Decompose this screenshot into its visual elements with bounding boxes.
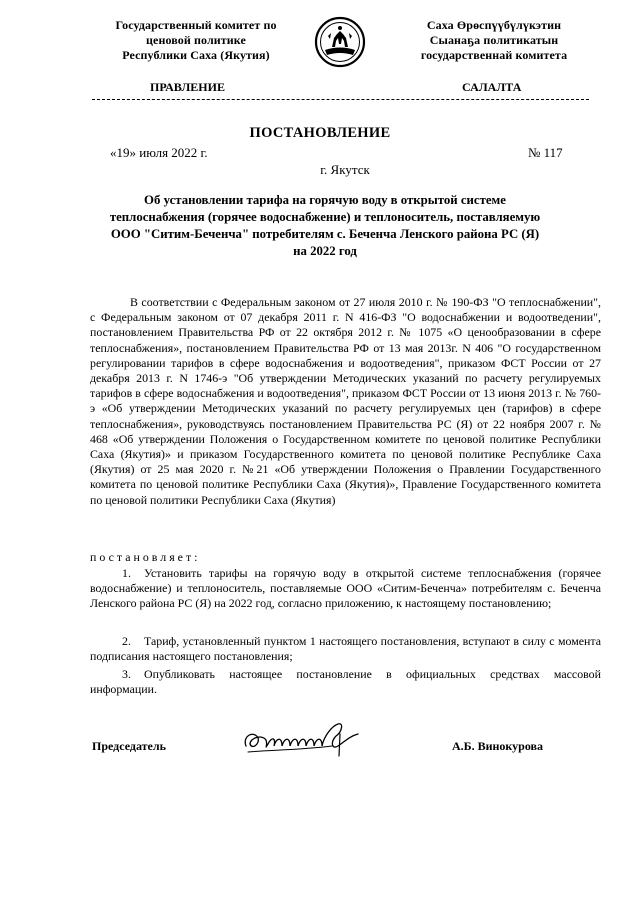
handwritten-signature (240, 716, 365, 762)
issuer-name-yakut (392, 18, 596, 63)
item-number: 1. (122, 566, 131, 580)
department-russian: ПРАВЛЕНИЕ (150, 80, 225, 94)
document-number: № 117 (528, 145, 563, 160)
issuer-name-russian (98, 18, 294, 63)
issuer-line: Сыанаҕа политикатын (429, 33, 559, 47)
document-city: г. Якутск (320, 162, 370, 177)
preamble-paragraph: В соответствии с Федеральным законом от 27 июля 2010 г. № 190-ФЗ "О теплоснабжении", с Федеральным законом от 07 декабря 2011 г. N 416-ФЗ "О водоснабжении и водоотведении", постановлением Правительства РФ от 22 октября 2012 г. № 1075 «О ценообразовании в сфере теплоснабжения», постановлением Правительства РФ от 13 мая 2013г. N 406 "О государственном регулировании тарифов в сфере водоснабжения и водоотведения", приказом ФСТ России от 27 декабря 2013 г. N 1746-э "Об утверждении Методических указаний по расчету регулируемых тарифов в сфере водоснабжения и водоотведения", приказом ФСТ России от 13 июня 2013 г. № 760-э «Об утверждении Методических указаний по расчету регулируемых цен (тарифов) в сфере теплоснабжения», руководствуясь постановлением Правительства РС (Я) от 22 ноября 2007 г. № 468 «Об утверждении Положения о Государственном комитете по ценовой политике Республики Саха (Якутия)» и приказом Государственного комитета по ценовой политике Республике Саха (Якутия) от 25 мая 2020 г. №21 «Об утверждении Положения о Правлении Государственного комитета по ценовой политике Республики Саха (Якутия)», Правление Государственного комитета по ценовой политики Республики Саха (Якутия) (90, 295, 601, 507)
resolution-item (90, 566, 601, 612)
signatory-name: А.Б. Винокурова (452, 739, 544, 753)
item-text: Тариф, установленный пунктом 1 настоящего постановления, вступают в силу с момента подписания настоящего постановления; (90, 634, 601, 664)
department-yakut: САЛАЛТА (462, 80, 522, 94)
resolution-item (90, 634, 601, 664)
resolution-item (90, 667, 601, 697)
coat-of-arms-icon (314, 14, 366, 70)
issuer-line: ценовой политике (146, 33, 246, 47)
issuer-line: Саха Өрөспүүбүлүкэтин (426, 18, 562, 32)
item-number: 3. (122, 667, 131, 681)
issuer-line: государственнай комитета (420, 48, 568, 62)
subject-line: на 2022 год (293, 244, 357, 258)
issuer-line: Государственный комитет по (115, 18, 277, 32)
item-number: 2. (122, 634, 131, 648)
document-type: ПОСТАНОВЛЕНИЕ (249, 125, 391, 141)
subject-line: Об установлении тарифа на горячую воду в открытой системе (144, 193, 506, 207)
subject-line: ООО "Ситим-Беченча" потребителям с. Беченча Ленского района РС (Я) (110, 227, 540, 241)
signatory-title: Председатель (92, 739, 166, 753)
issuer-line: Республики Саха (Якутия) (122, 48, 270, 62)
item-text: Опубликовать настоящее постановление в официальных средствах массовой информации. (90, 667, 601, 697)
subject-line: теплоснабжения (горячее водоснабжение) и теплоноситель, поставляемую (109, 210, 541, 224)
item-text: Установить тарифы на горячую воду в открытой системе теплоснабжения (горячее водоснабжение) и теплоноситель, поставляемые ООО «Ситим-Беченча» потребителям с. Беченча Ленского района РС (Я) на 2022 год, согласно приложению, к настоящему постановлению; (90, 566, 601, 611)
document-date: «19» июля 2022 г. (110, 145, 208, 160)
document-subject (100, 192, 550, 260)
decree-word: постановляет: (90, 550, 201, 564)
header-divider (92, 99, 589, 100)
